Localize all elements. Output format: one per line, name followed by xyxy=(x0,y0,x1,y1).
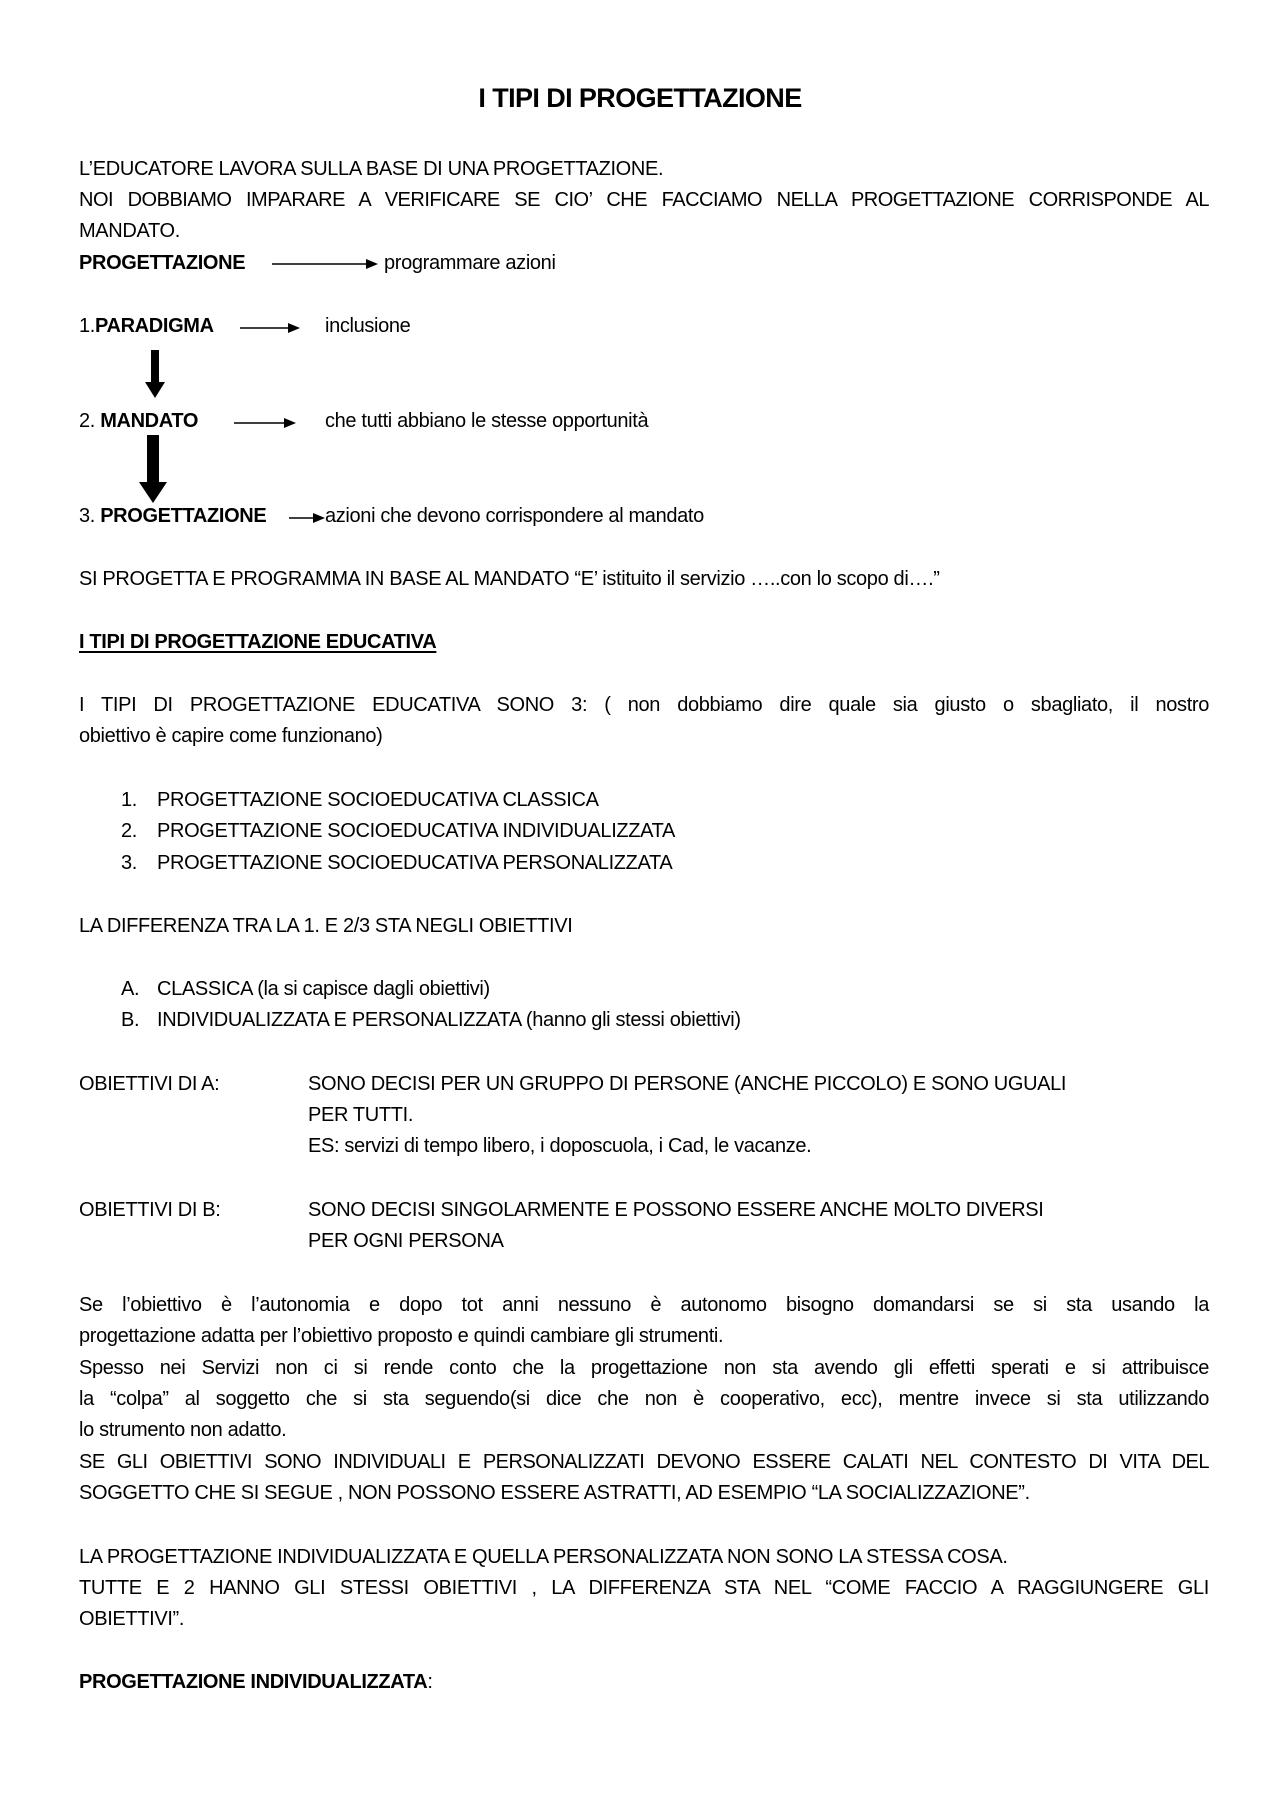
objectives-b-label: OBIETTIVI DI B: xyxy=(79,1199,221,1221)
flow-number: 2. xyxy=(79,410,101,432)
flow-term: PROGETTAZIONE xyxy=(100,505,267,527)
objectives-b-line: PER OGNI PERSONA xyxy=(308,1230,504,1252)
types-list-marker: 1. xyxy=(121,789,137,811)
groups-list-marker: A. xyxy=(121,978,140,1000)
objectives-a-line: ES: servizi di tempo libero, i doposcuola, i Cad, le vacanze. xyxy=(308,1135,812,1157)
paragraph-line: SOGGETTO CHE SI SEGUE , NON POSSONO ESSERE ASTRATTI, AD ESEMPIO “LA SOCIALIZZAZIONE”. xyxy=(79,1482,1030,1504)
final-heading-colon: : xyxy=(427,1671,433,1693)
types-list-item: PROGETTAZIONE SOCIOEDUCATIVA PERSONALIZZATA xyxy=(157,852,673,874)
page-title: I TIPI DI PROGETTAZIONE xyxy=(478,83,802,113)
paragraph-line: Se l’obiettivo è l’autonomia e dopo tot anni nessuno è autonomo bisogno domandarsi se si sta usando la xyxy=(79,1294,1209,1316)
paragraph-line: la “colpa” al soggetto che si sta seguendo(si dice che non è cooperativo, ecc), mentre invece si sta utilizzando xyxy=(79,1388,1209,1410)
flow-meaning-mandato: che tutti abbiano le stesse opportunità xyxy=(325,410,649,432)
right-arrow-icon xyxy=(240,322,300,334)
types-list-marker: 3. xyxy=(121,852,137,874)
paragraph-line: progettazione adatta per l’obiettivo proposto e quindi cambiare gli strumenti. xyxy=(79,1325,724,1347)
flow-term: MANDATO xyxy=(100,410,199,432)
paragraph-line: lo strumento non adatto. xyxy=(79,1419,287,1441)
groups-list-item: INDIVIDUALIZZATA E PERSONALIZZATA (hanno gli stessi obiettivi) xyxy=(157,1009,741,1031)
flow-number: 1. xyxy=(79,315,95,337)
groups-list-item: CLASSICA (la si capisce dagli obiettivi) xyxy=(157,978,490,1000)
right-arrow-icon xyxy=(234,417,296,429)
flow-item-paradigma xyxy=(79,311,214,342)
down-arrow-icon xyxy=(138,435,168,503)
objectives-a-line: SONO DECISI PER UN GRUPPO DI PERSONE (ANCHE PICCOLO) E SONO UGUALI xyxy=(308,1073,1067,1095)
right-arrow-icon xyxy=(272,258,378,270)
objectives-a-line: PER TUTTI. xyxy=(308,1104,414,1126)
down-arrow-icon xyxy=(143,350,167,398)
types-intro-line-1: I TIPI DI PROGETTAZIONE EDUCATIVA SONO 3: ( non dobbiamo dire quale sia giusto o sbagliato, il nostro xyxy=(79,694,1209,716)
paragraph-line: LA PROGETTAZIONE INDIVIDUALIZZATA E QUELLA PERSONALIZZATA NON SONO LA STESSA COSA. xyxy=(79,1546,1008,1568)
definition-term: PROGETTAZIONE xyxy=(79,252,246,274)
objectives-a-label: OBIETTIVI DI A: xyxy=(79,1073,220,1095)
types-list-item: PROGETTAZIONE SOCIOEDUCATIVA INDIVIDUALIZZATA xyxy=(157,820,676,842)
flow-meaning-paradigma: inclusione xyxy=(325,315,411,337)
groups-list-marker: B. xyxy=(121,1009,140,1031)
intro-line-1: L’EDUCATORE LAVORA SULLA BASE DI UNA PROGETTAZIONE. xyxy=(79,158,664,180)
types-list-item: PROGETTAZIONE SOCIOEDUCATIVA CLASSICA xyxy=(157,789,599,811)
difference-line: LA DIFFERENZA TRA LA 1. E 2/3 STA NEGLI OBIETTIVI xyxy=(79,915,573,937)
flow-number: 3. xyxy=(79,505,101,527)
intro-line-2: NOI DOBBIAMO IMPARARE A VERIFICARE SE CIO’ CHE FACCIAMO NELLA PROGETTAZIONE CORRISPONDE AL xyxy=(79,189,1209,211)
intro-line-3: MANDATO. xyxy=(79,220,180,242)
paragraph-line: SE GLI OBIETTIVI SONO INDIVIDUALI E PERSONALIZZATI DEVONO ESSERE CALATI NEL CONTESTO DI VITA DEL xyxy=(79,1451,1209,1473)
paragraph-line: Spesso nei Servizi non ci si rende conto che la progettazione non sta avendo gli effetti sperati e si attribuisce xyxy=(79,1357,1209,1379)
right-arrow-icon xyxy=(289,512,325,524)
flow-item-mandato xyxy=(79,406,198,437)
types-intro-line-2: obiettivo è capire come funzionano) xyxy=(79,725,383,747)
flow-term: PARADIGMA xyxy=(94,315,214,337)
flow-item-progettazione xyxy=(79,501,266,532)
definition-meaning: programmare azioni xyxy=(384,252,556,274)
final-heading xyxy=(79,1667,433,1698)
paragraph-line: OBIETTIVI”. xyxy=(79,1608,185,1630)
section-heading: I TIPI DI PROGETTAZIONE EDUCATIVA xyxy=(79,631,437,653)
types-list-marker: 2. xyxy=(121,820,137,842)
paragraph-line: TUTTE E 2 HANNO GLI STESSI OBIETTIVI , LA DIFFERENZA STA NEL “COME FACCIO A RAGGIUNGERE GLI xyxy=(79,1577,1209,1599)
mandate-line: SI PROGETTA E PROGRAMMA IN BASE AL MANDATO “E’ istituito il servizio …..con lo scopo di….” xyxy=(79,568,940,590)
objectives-b-line: SONO DECISI SINGOLARMENTE E POSSONO ESSERE ANCHE MOLTO DIVERSI xyxy=(308,1199,1044,1221)
final-heading-text: PROGETTAZIONE INDIVIDUALIZZATA xyxy=(79,1671,428,1693)
flow-meaning-progettazione: azioni che devono corrispondere al mandato xyxy=(325,505,704,527)
